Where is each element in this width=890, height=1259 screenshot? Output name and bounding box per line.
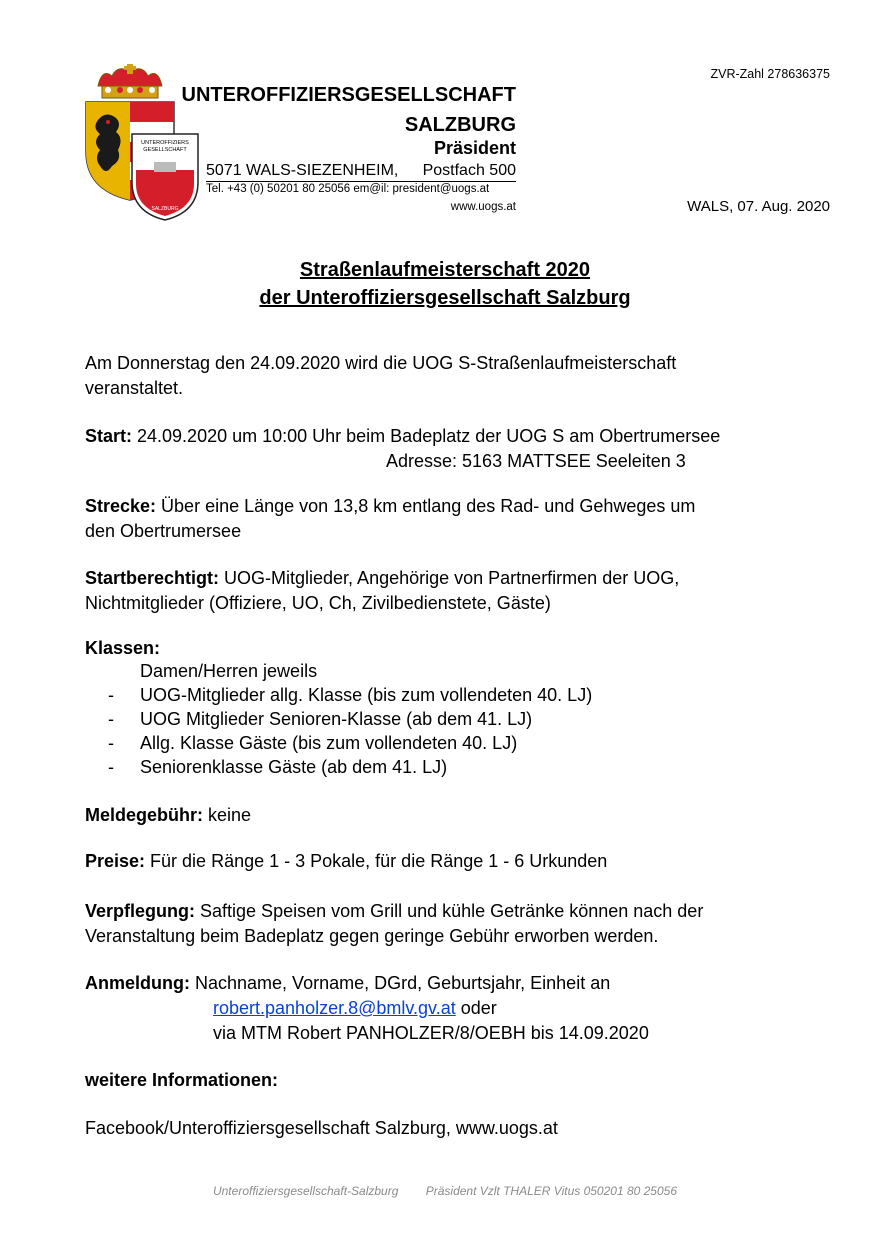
weitere-text: Facebook/Unteroffiziersgesellschaft Salzburg, www.uogs.at [85, 1118, 558, 1138]
organization-contact: Tel. +43 (0) 50201 80 25056 em@il: president@uogs.at [206, 183, 490, 195]
zvr-number: ZVR-Zahl 278636375 [710, 67, 830, 81]
start-section [85, 424, 845, 474]
svg-text:GESELLSCHAFT: GESELLSCHAFT [143, 147, 187, 153]
klassen-list [108, 683, 808, 779]
svg-text:SALZBURG: SALZBURG [151, 206, 179, 212]
weitere-label: weitere Informationen: [85, 1070, 279, 1090]
meldegebuehr-section: Meldegebühr: keine [85, 805, 252, 825]
registration-email-link[interactable]: robert.panholzer.8@bmlv.gv.at [213, 998, 456, 1018]
list-item: - UOG Mitglieder Senioren-Klasse (ab dem 41. LJ) [108, 709, 533, 729]
startberechtigt-label: Startberechtigt: [85, 568, 220, 588]
strecke-label: Strecke: [85, 496, 157, 516]
organization-name: UNTEROFFIZIERSGESELLSCHAFT [181, 84, 516, 106]
startberechtigt-section: Startberechtigt: UOG-Mitglieder, Angehörige von Partnerfirmen der UOG, Nichtmitglieder (Offiziere, UO, Ch, Zivilbedienstete, Gäste) [85, 568, 680, 613]
klassen-label: Klassen: [85, 638, 161, 658]
strecke-section: Strecke: Über eine Länge von 13,8 km entlang des Rad- und Gehweges um den Obertrumersee [85, 496, 696, 541]
document-date: WALS, 07. Aug. 2020 [687, 198, 830, 215]
intro-paragraph: Am Donnerstag den 24.09.2020 wird die UOG S-Straßenlaufmeisterschaft veranstaltet. [85, 353, 677, 398]
organization-website: www.uogs.at [450, 201, 516, 213]
verpflegung-section: Verpflegung: Saftige Speisen vom Grill und kühle Getränke können nach der Veranstaltung beim Badeplatz gegen geringe Gebühr erworben werden. [85, 901, 704, 946]
organization-region: SALZBURG [404, 114, 516, 136]
address-city: 5071 WALS-SIEZENHEIM, [206, 162, 399, 179]
klassen-intro: Damen/Herren jeweils [140, 661, 318, 681]
footer-organization: Unteroffiziersgesellschaft-Salzburg [212, 1184, 399, 1198]
list-item: - Seniorenklasse Gäste (ab dem 41. LJ) [108, 757, 448, 777]
preise-section: Preise: Für die Ränge 1 - 3 Pokale, für die Ränge 1 - 6 Urkunden [85, 851, 608, 871]
organization-role: Präsident [433, 138, 516, 158]
page-footer [0, 1184, 890, 1198]
list-item: - Allg. Klasse Gäste (bis zum vollendeten 40. LJ) [108, 733, 518, 753]
anmeldung-section: Anmeldung: Nachname, Vorname, DGrd, Geburtsjahr, Einheit an robert.panholzer.8@bmlv.gv.at oder via MTM Robert PANHOLZER/8/OEBH bis 14.09.2020 [85, 973, 649, 1043]
svg-text:UNTEROFFIZIERS: UNTEROFFIZIERS [141, 140, 189, 146]
document-title: Straßenlaufmeisterschaft 2020 [299, 259, 591, 281]
footer-president: Präsident Vzlt THALER Vitus 050201 80 25056 [425, 1184, 678, 1198]
list-item: - UOG-Mitglieder allg. Klasse (bis zum vollendeten 40. LJ) [108, 685, 593, 705]
start-text: 24.09.2020 um 10:00 Uhr beim Badeplatz der UOG S am Obertrumersee [132, 426, 721, 446]
organization-address [206, 162, 516, 182]
document-subtitle: der Unteroffiziersgesellschaft Salzburg [259, 287, 631, 309]
start-address: Adresse: 5163 MATTSEE Seeleiten 3 [386, 451, 686, 471]
start-label: Start: [85, 426, 133, 446]
address-postbox: Postfach 500 [422, 162, 516, 179]
